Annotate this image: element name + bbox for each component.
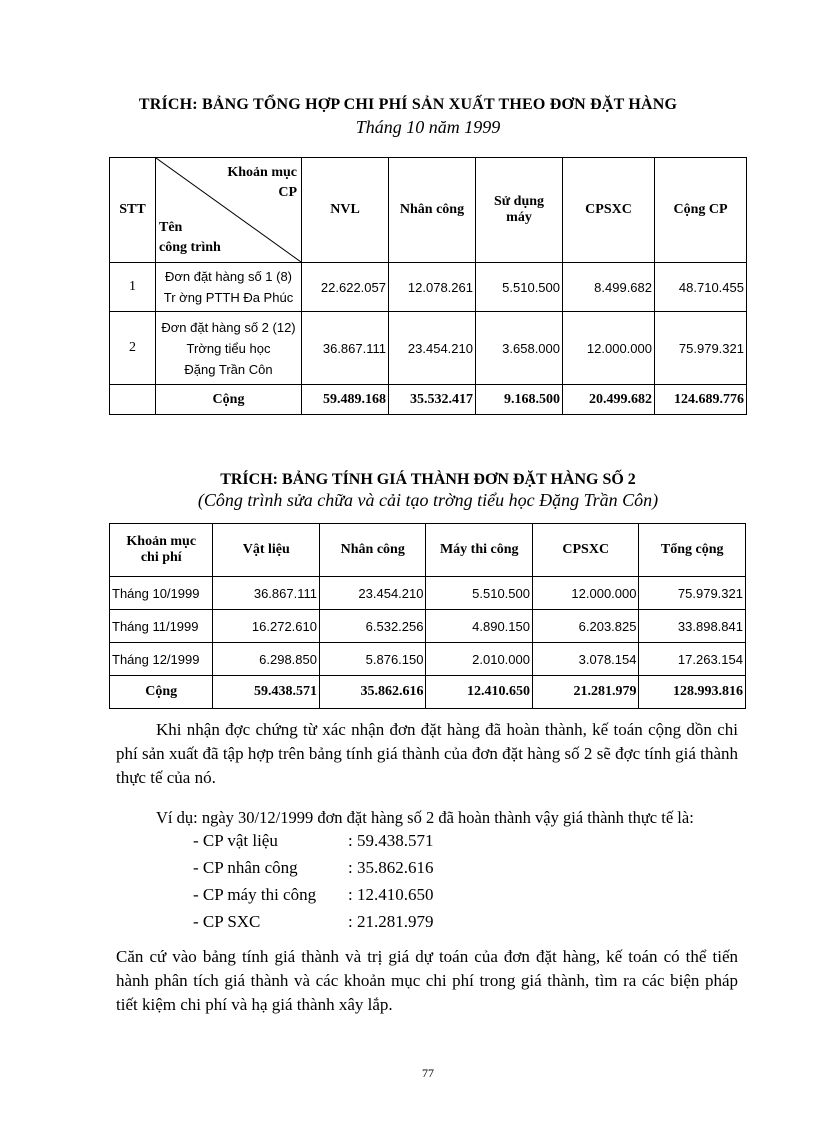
header-khoan-muc xyxy=(110,524,213,577)
diag-bottom-label xyxy=(159,218,221,258)
total-nhan-cong: 35.862.616 xyxy=(319,676,426,709)
page-number: 77 xyxy=(422,1066,434,1080)
total-cong-cp: 124.689.776 xyxy=(655,385,747,415)
cost-label: - CP SXC xyxy=(193,912,261,931)
table2-header-row xyxy=(110,524,746,577)
row-vat-lieu: 36.867.111 xyxy=(213,577,320,610)
header-cong-cp: Cộng CP xyxy=(655,158,747,263)
total-cpsxc: 20.499.682 xyxy=(563,385,655,415)
row-total: 33.898.841 xyxy=(639,610,746,643)
project-name-line: Đơn đặt hàng số 1 (8) xyxy=(164,269,293,284)
row-cpsxc: 6.203.825 xyxy=(532,610,639,643)
table-row xyxy=(110,643,746,676)
total-vat-lieu: 59.438.571 xyxy=(213,676,320,709)
total-cpsxc: 21.281.979 xyxy=(532,676,639,709)
total-nhan-cong: 35.532.417 xyxy=(389,385,476,415)
table1-subtitle: Tháng 10 năm 1999 xyxy=(355,117,501,137)
row-cpsxc: 8.499.682 xyxy=(563,263,655,312)
row-nvl: 36.867.111 xyxy=(302,312,389,385)
paragraph-1-text: Khi nhận đợc chứng từ xác nhận đơn đặt hàng đã hoàn thành, kế toán cộng dồn chi phí sản xuất đã tập hợp trên bảng tính giá thành của đơn đặt hàng số 2 sẽ đợc tính giá thành thực tế của nó. xyxy=(116,720,738,787)
diag-top-line1: Khoản mục xyxy=(227,165,297,180)
cost-label: - CP nhân công xyxy=(193,858,298,877)
row-total: 48.710.455 xyxy=(655,263,747,312)
row-cpsxc: 3.078.154 xyxy=(532,643,639,676)
row-vat-lieu: 6.298.850 xyxy=(213,643,320,676)
cost-summary-table xyxy=(109,157,747,415)
row-nhan-cong: 6.532.256 xyxy=(319,610,426,643)
cost-calculation-table xyxy=(109,523,746,709)
row-total: 17.263.154 xyxy=(639,643,746,676)
table-row xyxy=(110,577,746,610)
header-su-dung-may xyxy=(476,158,563,263)
row-stt: 1 xyxy=(110,263,156,312)
row-month: Tháng 12/1999 xyxy=(110,643,213,676)
header-diagonal-cell xyxy=(156,158,302,263)
table-row xyxy=(110,610,746,643)
paragraph-3 xyxy=(116,945,738,1017)
header-cpsxc: CPSXC xyxy=(532,524,639,577)
project-name-line: Tr ờng PTTH Đa Phúc xyxy=(163,290,294,305)
table2-subtitle: (Công trình sửa chữa và cải tạo trờng tiểu học Đặng Trần Côn) xyxy=(197,490,659,510)
row-nhan-cong: 5.876.150 xyxy=(319,643,426,676)
project-name-line: Đặng Trần Côn xyxy=(184,361,273,377)
header-stt: STT xyxy=(110,158,156,263)
table1-title: TRÍCH: BẢNG TỔNG HỢP CHI PHÍ SẢN XUẤT THEO ĐƠN ĐẶT HÀNG xyxy=(138,96,678,113)
row-stt: 2 xyxy=(110,312,156,385)
table-row xyxy=(110,263,747,312)
row-may: 2.010.000 xyxy=(426,643,533,676)
total-may: 9.168.500 xyxy=(476,385,563,415)
diag-top-label xyxy=(227,163,297,203)
row-cpsxc: 12.000.000 xyxy=(563,312,655,385)
cost-value: : 12.410.650 xyxy=(348,885,434,904)
header-cpsxc: CPSXC xyxy=(563,158,655,263)
total-nvl: 59.489.168 xyxy=(302,385,389,415)
row-project-name xyxy=(156,263,302,312)
row-vat-lieu: 16.272.610 xyxy=(213,610,320,643)
paragraph-3-text: Căn cứ vào bảng tính giá thành và trị giá dự toán của đơn đặt hàng, kế toán có thể tiến hành phân tích giá thành và các khoản mục chi phí trong giá thành, tìm ra các biện pháp tiết kiệm chi phí và hạ giá thành xây lắp. xyxy=(116,947,738,1014)
cost-label: - CP máy thi công xyxy=(193,885,317,904)
row-cpsxc: 12.000.000 xyxy=(532,577,639,610)
row-may: 5.510.500 xyxy=(426,577,533,610)
row-nhan-cong: 23.454.210 xyxy=(319,577,426,610)
paragraph-1 xyxy=(116,718,738,790)
table2-title: TRÍCH: BẢNG TÍNH GIÁ THÀNH ĐƠN ĐẶT HÀNG SỐ 2 xyxy=(220,471,636,488)
cost-value: : 35.862.616 xyxy=(348,858,434,877)
project-name-line: Trờng tiểu học xyxy=(186,340,271,356)
header-su-dung-may-line2: máy xyxy=(506,210,532,225)
row-may: 5.510.500 xyxy=(476,263,563,312)
total-label: Cộng xyxy=(110,676,213,709)
row-may: 4.890.150 xyxy=(426,610,533,643)
total-stt-empty xyxy=(110,385,156,415)
header-tong-cong: Tổng cộng xyxy=(639,524,746,577)
table-row xyxy=(110,312,747,385)
row-project-name xyxy=(156,312,302,385)
header-su-dung-may-line1: Sử dụng xyxy=(493,194,545,209)
header-nhan-cong: Nhân công xyxy=(319,524,426,577)
cost-value: : 59.438.571 xyxy=(348,831,434,850)
row-nhan-cong: 12.078.261 xyxy=(389,263,476,312)
row-month: Tháng 11/1999 xyxy=(110,610,213,643)
header-vat-lieu: Vật liệu xyxy=(213,524,320,577)
row-month: Tháng 10/1999 xyxy=(110,577,213,610)
table1-total-row xyxy=(110,385,747,415)
table2-total-row xyxy=(110,676,746,709)
total-label: Cộng xyxy=(156,385,302,415)
diag-bottom-line2: công trình xyxy=(159,240,221,255)
cost-label: - CP vật liệu xyxy=(193,831,278,850)
diag-bottom-line1: Tên xyxy=(159,220,183,235)
paragraph-2: Ví dụ: ngày 30/12/1999 đơn đặt hàng số 2 đã hoàn thành vậy giá thành thực tế là: xyxy=(156,808,694,827)
diag-top-line2: CP xyxy=(278,185,297,200)
cost-value: : 21.281.979 xyxy=(348,912,434,931)
row-nhan-cong: 23.454.210 xyxy=(389,312,476,385)
project-name-line: Đơn đặt hàng số 2 (12) xyxy=(161,319,296,335)
row-total: 75.979.321 xyxy=(655,312,747,385)
row-nvl: 22.622.057 xyxy=(302,263,389,312)
header-may-thi-cong: Máy thi công xyxy=(426,524,533,577)
header-khoan-muc-line1: Khoản mục xyxy=(126,534,197,549)
header-nvl: NVL xyxy=(302,158,389,263)
row-total: 75.979.321 xyxy=(639,577,746,610)
header-khoan-muc-line2: chi phí xyxy=(140,550,182,565)
total-may: 12.410.650 xyxy=(426,676,533,709)
table1-header-row xyxy=(110,158,747,263)
row-may: 3.658.000 xyxy=(476,312,563,385)
header-nhan-cong: Nhân công xyxy=(389,158,476,263)
total-tong-cong: 128.993.816 xyxy=(639,676,746,709)
